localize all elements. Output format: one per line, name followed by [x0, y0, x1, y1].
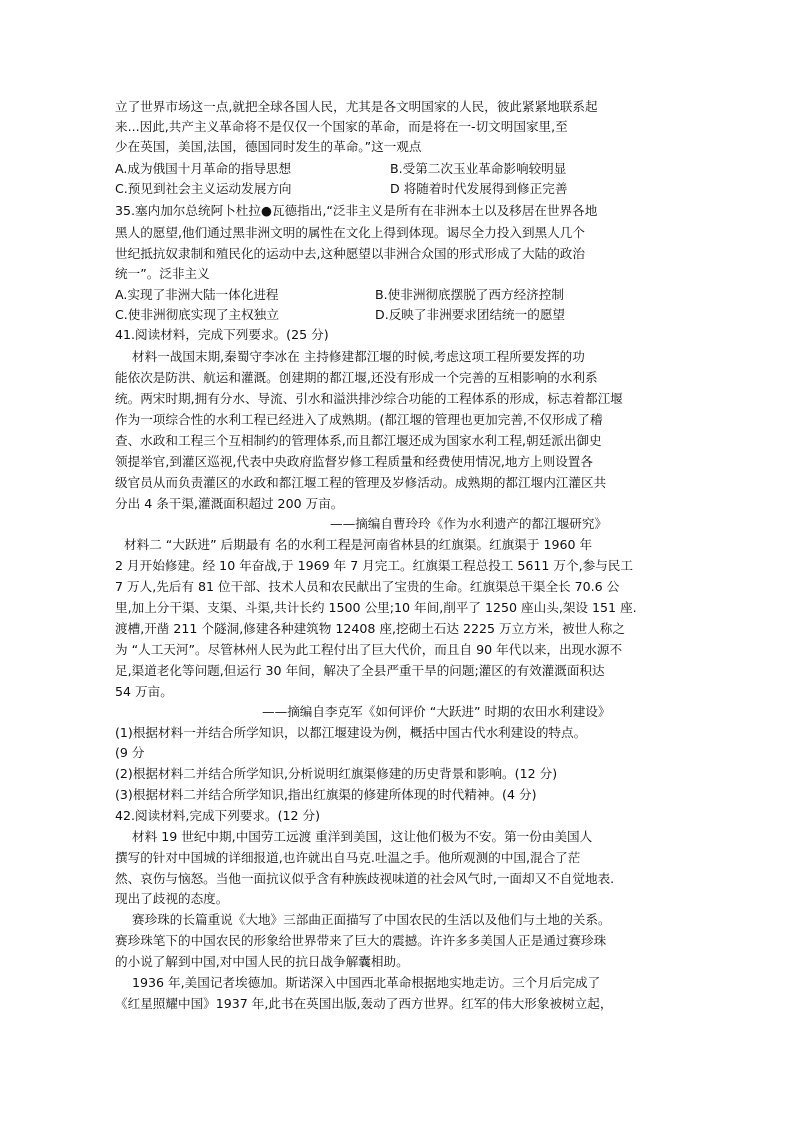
q41-material2-line-7: 足,渠道老化等问题,但运行 30 年间，解决了全县严重干旱的问题;灌区的有效灌溉面积达	[115, 663, 605, 678]
q42-para2-line-1: 赛珍珠的长篇重说《大地》三部曲正面描写了中国农民的生活以及他们与土地的关系。	[132, 912, 611, 927]
q34-line-3: 少在英国，美国,法国，德国同时发生的革命。”这一观点	[115, 139, 422, 154]
q34-option-c: C.预见到社会主义运动发展方向	[115, 181, 292, 196]
q35-line-2: 黑人的愿望,他们通过黑非洲文明的属性在文化上得到体现。谒尽全力投入到黑人几个	[115, 225, 585, 240]
q41-material2-line-5: 渡槽,开凿 211 个隧洞,修建各种建筑物 12408 座,挖砌土石达 2225 万立方米，被世人称之	[115, 621, 625, 636]
q41-material1-line-3: 统。两宋时期,拥有分水、导流、引水和溢洪排沙综合功能的工程体系的形成，标志着都江堰	[115, 391, 623, 406]
q41-material1-line-2: 能依次是防洪、航运和灌溉。创建期的都江堰,还没有形成一个完善的互相影响的水利系	[115, 370, 598, 385]
q41-material1-line-7: 级官员从而负责灌区的水政和都江堰工程的管理及岁修活动。成熟期的都江堰内江灌区共	[115, 475, 607, 490]
q42-para3-line-2: 《红星照耀中国》1937 年,此书在英国出版,轰动了西方世界。红军的伟大形象被树立起，	[115, 996, 613, 1011]
q35-line-4: 统一”。泛非主义	[115, 266, 210, 281]
q42-para1-line-4: 现出了歧视的态度。	[115, 891, 229, 906]
q41-material2-line-6: 为 “人工天河”。尽管林州人民为此工程付出了巨大代价，而且自 90 年代以来，出现水源不	[115, 642, 623, 657]
q35-line-1: 35.塞内加尔总统阿卜杜拉●瓦德指出,“泛非主义是所有在非洲本土以及移居在世界各地	[115, 203, 598, 218]
q41-heading: 41.阅读材料，完成下列要求。(25 分)	[115, 327, 329, 342]
q41-question-2: (2)根据材料二并结合所学知识,分析说明红旗渠修建的历史背景和影响。(12 分)	[115, 766, 558, 781]
q35-line-3: 世纪抵抗奴隶制和殖民化的运动中去,这种愿望以非洲合众国的形式形成了大陆的政治	[115, 246, 585, 261]
q42-para1-line-3: 然、哀伤与恼怒。当他一面抗议似乎含有种族歧视味道的社会风气时,一面却又不自觉地表.	[115, 871, 615, 886]
q41-question-1-points: (9 分	[115, 745, 145, 760]
q34-line-2: 来...因此,共产主义革命将不是仅仅一个国家的革命，而是将在一-切文明国家里,至	[115, 119, 568, 134]
q41-material1-line-4: 作为一项综合性的水利工程已经进入了成熟期。(都江堰的管理也更加完善,不仅形成了稽	[115, 412, 603, 427]
q41-material2-line-2: 2 月开始修建。经 10 年奋战,于 1969 年 7 月完工。红旗渠工程总投工 5611 万个,参与民工	[115, 558, 633, 573]
q34-option-d: D 将随着时代发展得到修正完善	[390, 181, 568, 196]
q41-material1-line-5: 查、水政和工程三个互相制约的管理体系,而且都江堰还成为国家水利工程,朝廷派出御史	[115, 433, 602, 448]
q35-option-d: D.反映了非洲要求团结统一的愿望	[375, 307, 566, 322]
q42-heading: 42.阅读材料,完成下列要求。(12 分)	[115, 808, 321, 823]
q41-material2-line-4: 里,加上分干渠、支渠、斗渠,共计长约 1500 公里;10 年间,削平了 1250 座山头,架设 151 座.	[115, 600, 637, 615]
q35-option-a: A.实现了非洲大陆一体化进程	[115, 287, 279, 302]
q42-para1-line-1: 材料 19 世纪中期,中国劳工远渡 重洋到美国，这让他们极为不安。第一份由美国人	[132, 829, 593, 844]
q41-material2-line-8: 54 万亩。	[115, 684, 173, 699]
q34-option-a: A.成为俄国十月革命的指导思想	[115, 161, 292, 176]
q35-option-b: B.使非洲彻底摆脱了西方经济控制	[375, 287, 564, 302]
q42-para2-line-2: 赛珍珠笔下的中国农民的形象给世界带来了巨大的震撼。许许多多美国人正是通过赛珍珠	[115, 933, 607, 948]
q41-question-3: (3)根据材料二并结合所学知识,指出红旗渠的修建所体现的时代精神。(4 分)	[115, 787, 537, 802]
q41-material2-source: ——摘编自李克军《如何评价 “大跃进” 时期的农田水利建设》	[262, 704, 611, 719]
q42-para1-line-2: 撰写的针对中国城的详细报道,也许就出自马克.吐温之手。他所观测的中国,混合了茫	[115, 850, 581, 865]
q42-para3-line-1: 1936 年,美国记者埃德加。斯诺深入中国西北革命根据地实地走访。三个月后完成了	[132, 975, 601, 990]
q41-material2-line-1: 材料二 “大跃进” 后期最有 名的水利工程是河南省林县的红旗渠。红旗渠于 1960 年	[124, 537, 593, 552]
q34-option-b: B.受第二次玉业革命影响较明显	[390, 161, 567, 176]
q42-para2-line-3: 的小说了解到中国,对中国人民的抗日战争解囊相助。	[115, 954, 409, 969]
q41-question-1: (1)根据材料一并结合所学知识，以都江堰建设为例，概括中国古代水利建设的特点。	[115, 725, 587, 740]
q34-line-1: 立了世界市场这一点,就把全球各国人民，尤其是各文明国家的人民，彼此紧紧地联系起	[115, 99, 598, 114]
q41-material1-line-6: 领提举官,到灌区巡视,代表中央政府监督岁修工程质量和经费使用情况,地方上则设置各	[115, 454, 593, 469]
q41-material2-line-3: 7 万人,先后有 81 位干部、技术人员和农民献出了宝贵的生命。红旗渠总干渠全长 70.6 公	[115, 579, 620, 594]
q41-material1-line-1: 材料一战国末期,秦蜀守李冰在 主持修建都江堰的时候,考虑这项工程所要发挥的功	[132, 349, 585, 364]
q41-material1-line-8: 分出 4 条干渠,灌溉面积超过 200 万亩。	[115, 496, 344, 511]
q35-option-c: C.使非洲彻底实现了主权独立	[115, 307, 279, 322]
q41-material1-source: ——摘编自曹玲玲《作为水利遗产的都江堰研究》	[330, 516, 608, 531]
